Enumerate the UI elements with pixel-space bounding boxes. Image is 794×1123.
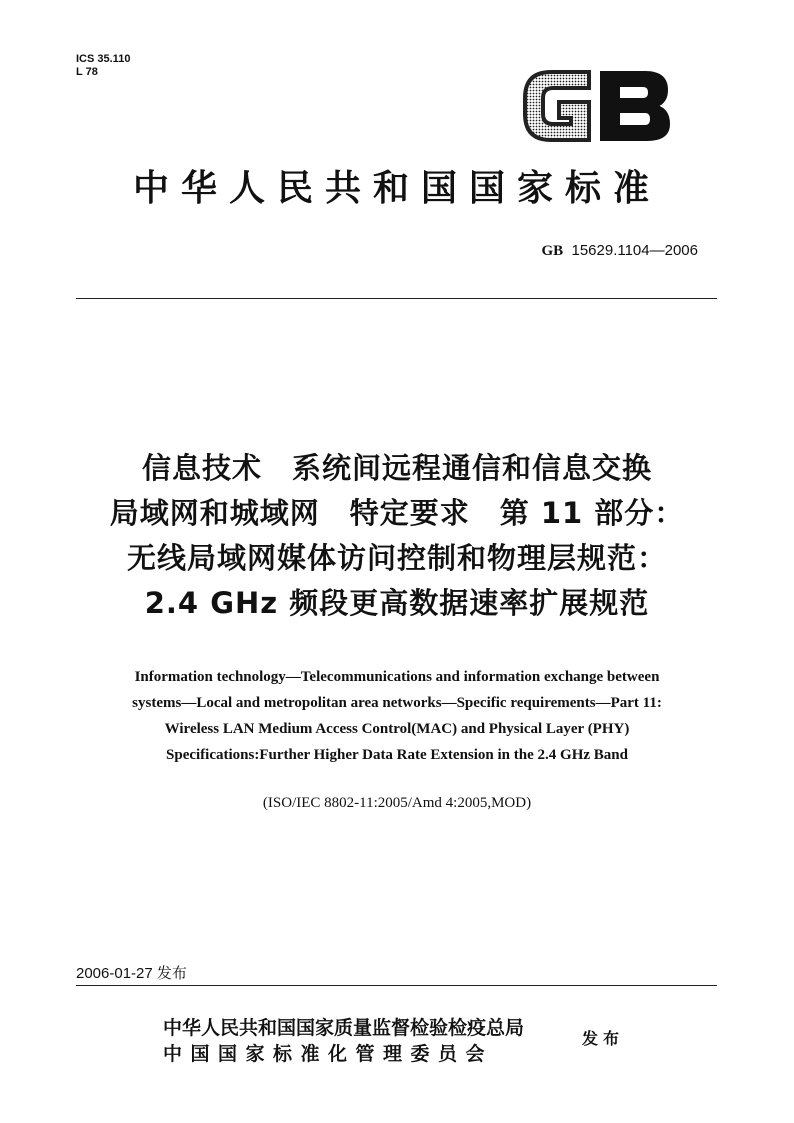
chinese-title-line: 局域网和城域网 特定要求 第 11 部分： [109, 496, 685, 530]
ccs-code: L 78 [76, 66, 98, 78]
standard-number-prefix: GB [541, 243, 564, 259]
national-standard-title: 中华人民共和国国家标准 [132, 167, 661, 209]
chinese-title-line: 信息技术 系统间远程通信和信息交换 [141, 451, 652, 485]
publish-label: 发布 [582, 1029, 625, 1048]
gb-logo-text: GB [517, 62, 519, 63]
gb-logo [517, 62, 675, 150]
issue-date: 2006-01-27 发布 [76, 965, 187, 982]
ics-code: ICS 35.110 [76, 53, 131, 65]
chinese-title-line: 2.4 GHz 频段更高数据速率扩展规范 [144, 586, 650, 620]
header-divider [76, 298, 717, 299]
chinese-title [30, 446, 764, 626]
standard-number [541, 242, 698, 260]
issuer-sac: 中国国家标准化管理委员会 [163, 1043, 494, 1065]
english-title-line: Specifications:Further Higher Data Rate Extension in the 2.4 GHz Band [166, 747, 628, 763]
standard-number-value: 15629.1104—2006 [571, 242, 698, 259]
gb-logo-g [525, 72, 589, 140]
english-title-line: Wireless LAN Medium Access Control(MAC) and Physical Layer (PHY) [164, 721, 630, 737]
gb-logo-b [601, 72, 669, 140]
iso-reference: (ISO/IEC 8802-11:2005/Amd 4:2005,MOD) [262, 795, 532, 811]
chinese-title-line: 无线局域网媒体访问控制和物理层规范： [126, 541, 667, 575]
english-title-line: Information technology—Telecommunications and information exchange between [134, 669, 660, 685]
english-title [30, 664, 764, 768]
english-title-line: systems—Local and metropolitan area networks—Specific requirements—Part 11: [132, 695, 662, 711]
footer-divider [76, 985, 717, 986]
issuer-aqsiq: 中华人民共和国国家质量监督检验检疫总局 [163, 1017, 525, 1039]
